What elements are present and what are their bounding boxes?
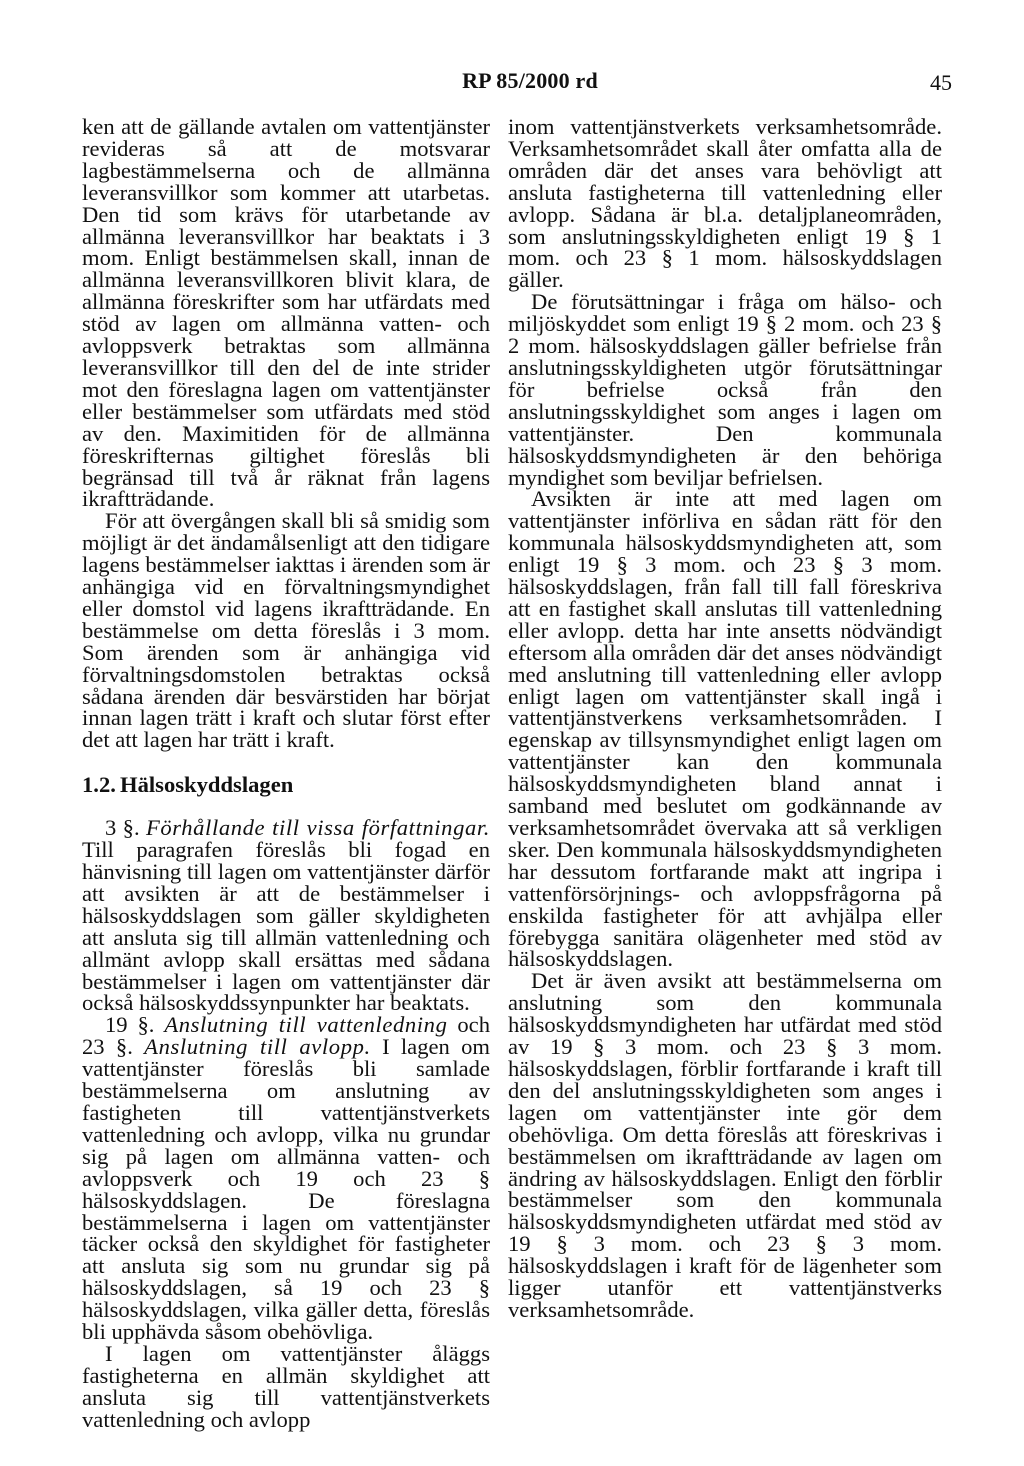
paragraph: För att övergången skall bli så smidig som möjligt är det ändamålsenligt att den tidigare lagens bestämmelser iakttas i ärenden som är anhängiga vid en förvaltningsmyndighet eller domstol vid lagens ikraftträdande. En bestämmelse om detta föreslås i 3 mom. Som ärenden som är anhängiga vid förvaltningsdomstolen betraktas också sådana ärenden där besvärstiden har börjat innan lagen trätt i kraft och slutar först efter det att lagen har trätt i kraft. [82,508,490,753]
page-header [0,68,1024,108]
paragraph: I lagen om vattentjänster åläggs fastigheterna en allmän skyldighet att ansluta sig till vattentjänstverkets vattenledning och avlopp [82,1340,490,1432]
paragraph-body: Till paragrafen föreslås bli fogad en hänvisning till lagen om vattentjänster därför att avsikten är att de bestämmelser i hälsoskyddslagen som gäller skyldigheten att ansluta sig till allmän vattenledning och allmänt avlopp skall ersättas med sådana bestämmelser i lagen om vattentjänster där också hälsoskyddssynpunkter har beaktats. [82,837,490,1016]
paragraph: Det är även avsikt att bestämmelserna om anslutning som den kommunala hälsoskyddsmyndigheten har utfärdat med stöd av 19 § 3 mom. och 23 § 3 mom. hälsoskyddslagen, förblir fortfarande i kraft till den del anslutningsskyldigheten som anges i lagen om vattentjänster inte gör dem obehövliga. Om detta föreslås att föreskrivas i bestämmelsen om ikraftträdande av lagen om ändring av hälsoskyddslagen. Enligt den förblir bestämmelser som den kommunala hälsoskyddsmyndigheten utfärdat med stöd av 19 § 3 mom. och 23 § 3 mom. hälsoskyddslagen i kraft för de lägenheter som ligger utanför ett vattentjänstverks verksamhetsområde. [508,968,942,1322]
paragraph-title: Anslutning till avlopp. [144,1034,371,1060]
paragraph-title: Anslutning till vattenledning [164,1012,448,1038]
paragraph-body: I lagen om vattentjänster föreslås bli samlade bestämmelserna om anslutning av fastigheten till vattentjänstverkets vattenledning och avlopp, vilka nu grundar sig på lagen om allmänna vatten- och avloppsverk och 19 och 23 § hälsoskyddslagen. De föreslagna bestämmelserna i lagen om vattentjänster täcker också den skyldighet för fastigheter att ansluta sig som nu grundar sig på hälsoskyddslagen, så 19 och 23 § hälsoskyddslagen, vilka gäller detta, föreslås bli upphävda såsom obehövliga. [82,1034,490,1345]
section-number: 1.2. [82,772,116,798]
left-column [82,116,490,1431]
paragraph [82,1014,490,1343]
paragraph: ken att de gällande avtalen om vattentjänster revideras så att de motsvarar lagbestämmelserna och de allmänna leveransvillkor som kommer att utarbetas. Den tid som krävs för utarbetande av allmänna leveransvillkor har beaktats i 3 mom. Enligt bestämmelsen skall, innan de allmänna leveransvillkoren blivit klara, de allmänna föreskrifter som har utfärdats med stöd av lagen om allmänna vatten- och avloppsverk betraktas som allmänna leveransvillkor till den del de inte strider mot den föreslagna lagen om vattentjänster eller bestämmelser som utfärdats med stöd av den. Maximitiden för de allmänna föreskrifternas giltighet föreslås bli begränsad till två år räknat från lagens ikraftträdande. [82,114,490,512]
paragraph [82,817,490,1014]
document-reference: RP 85/2000 rd [462,68,598,93]
paragraph: Avsikten är inte att med lagen om vattentjänster införliva en sådan rätt för den kommunala hälsoskyddsmyndigheten att, som enligt 19 § 3 mom. och 23 § 3 mom. hälsoskyddslagen, från fall till fall föreskriva att en fastighet skall anslutas till vattenledning eller avlopp. detta har inte ansetts nödvändigt eftersom alla områden där det anses nödvändigt med anslutning till vattenledning eller avlopp enligt lagen om vattentjänster skall ingå i vattentjänstverkens verksamhetsområden. I egenskap av tillsynsmyndighet enligt lagen om vattentjänster kan den kommunala hälsoskyddsmyndigheten bland annat i samband med beslutet om godkännande av verksamhetsområdet övervaka att så verkligen sker. Den kommunala hälsoskyddsmyndigheten har dessutom fortfarande makt att ingripa i vattenförsörjnings- och avloppsfrågorna på enskilda fastigheter för att avhjälpa eller förebygga sanitära olägenheter med stöd av hälsoskyddslagen. [508,486,942,972]
paragraph: inom vattentjänstverkets verksamhetsområde. Verksamhetsområdet skall åter omfatta alla de områden där det anses vara behövligt att ansluta fastigheterna till vattenledning eller avlopp. Sådana är bl.a. detaljplaneområden, som anslutningsskyldigheten enligt 19 § 1 mom. och 23 § 1 mom. hälsoskyddslagen gäller. [508,114,942,293]
section-reference: 3 §. [105,815,140,841]
right-column [508,116,942,1321]
paragraph: De förutsättningar i fråga om hälso- och miljöskyddet som enligt 19 § 2 mom. och 23 § 2 mom. hälsoskyddslagen gäller befrielse från anslutningsskyldigheten utgör förutsättningar för befrielse också från den anslutningsskyldighet som anges i lagen om vattentjänster. Den kommunala hälsoskyddsmyndigheten är den behöriga myndighet som beviljar befrielsen. [508,289,942,490]
section-reference: 19 §. [105,1012,155,1038]
page-number: 45 [930,70,952,95]
section-reference: och 23 §. [82,1012,490,1060]
paragraph-title: Förhållande till vissa författningar. [145,815,491,841]
section-heading [82,774,490,796]
section-title: Hälsoskyddslagen [120,772,294,798]
